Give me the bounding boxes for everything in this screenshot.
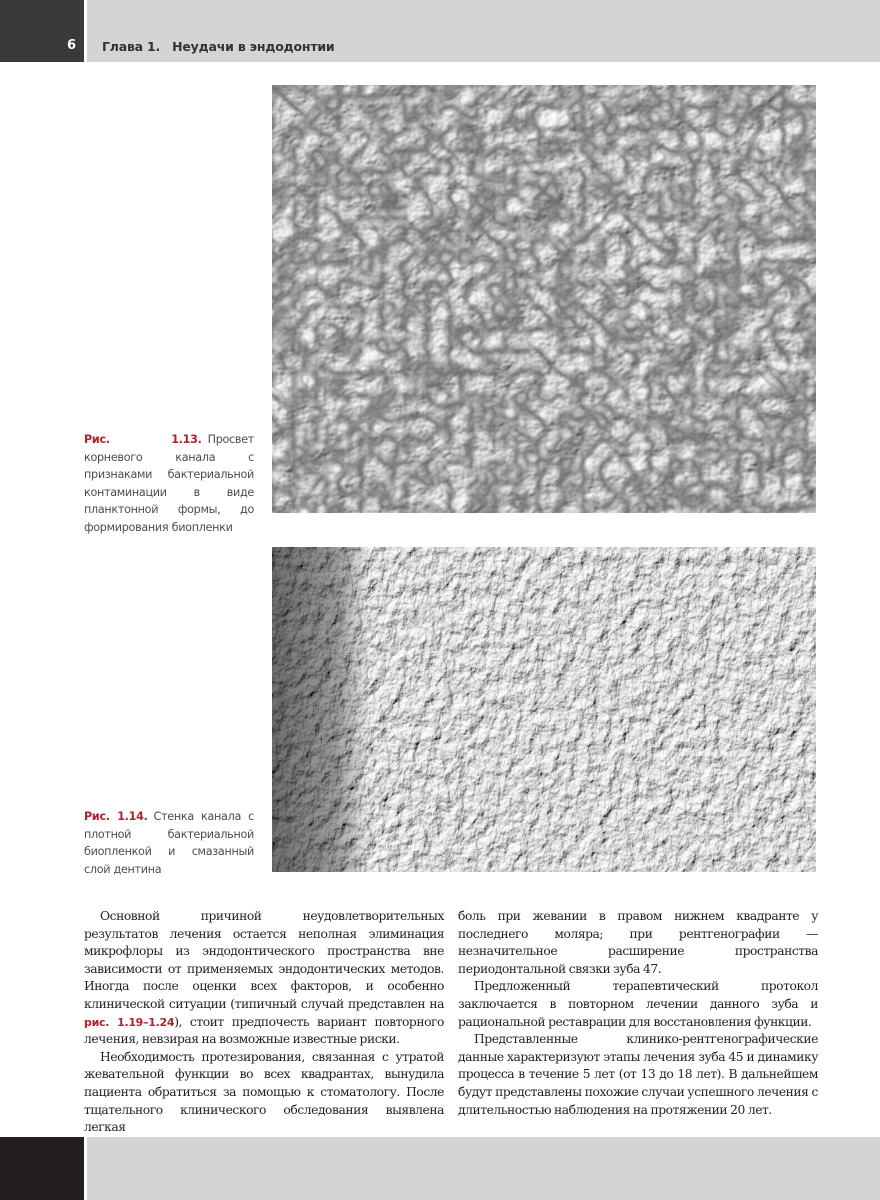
figure-1-14-sem-image: [272, 547, 816, 872]
paragraph-continued: боль при жевании в правом нижнем квадранте у последнего моляра; при рентгенографии — незначительное расширение пространства периодонтальной связки зуба 47.: [458, 909, 818, 976]
paragraph: Предложенный терапевтический протокол заключается в повторном лечении данного зуба и рациональной реставрации для восстановления функции.: [458, 979, 818, 1029]
paragraph-text: ), стоит предпочесть вариант повторного лечения, невзирая на возможные известные риски.: [84, 1014, 445, 1047]
figure-1-14-caption: [84, 808, 254, 878]
footer-dark-block: [0, 1137, 84, 1200]
sem-porous-surface-image: [272, 85, 816, 513]
figure-reference-link[interactable]: рис. 1.19–1.24: [84, 1015, 175, 1029]
caption-text: Просвет корневого канала с признаками бактериальной контаминации в виде планктонной формы, до формирования биопленки: [84, 433, 254, 534]
figure-1-13-sem-image: [272, 85, 816, 513]
chapter-label: Глава 1.: [102, 39, 161, 54]
figure-label: Рис. 1.13.: [84, 433, 202, 446]
paragraph-text: Основной причиной неудовлетворительных результатов лечения остается неполная элиминация микрофлоры из эндодонтического пространства вне зависимости от применяемых эндодонтических методов. Иногда после оценки всех факторов, и особенно клинической ситуации (типичный случай представлен на: [84, 909, 444, 1011]
running-head: [102, 39, 335, 54]
paragraph: [84, 908, 444, 1049]
figure-label: Рис. 1.14.: [84, 810, 148, 823]
footer-bar: [87, 1137, 880, 1200]
caption-text: Стенка канала с плотной бактериальной биопленкой и смазанный слой дентина: [84, 810, 254, 876]
chapter-title: Неудачи в эндодонтии: [172, 39, 335, 54]
body-column-left: [84, 908, 444, 1137]
sem-biofilm-image: [272, 547, 816, 872]
paragraph: Необходимость протезирования, связанная с утратой жевательной функции во всех квадрантах, вынудила пациента обратиться за помощью к стоматологу. После тщательного клинического обследования выявлена легкая: [84, 1049, 444, 1135]
figure-1-13-caption: [84, 431, 254, 536]
paragraph: Представленные клинико-рентгенографические данные характеризуют этапы лечения зуба 45 и динамику процесса в течение 5 лет (от 13 до 18 лет). В дальнейшем будут представлены похожие случаи успешного лечения с длительностью наблюдения на протяжении 20 лет.: [458, 1032, 818, 1117]
body-column-right: [458, 908, 818, 1119]
page-number: 6: [66, 38, 76, 53]
